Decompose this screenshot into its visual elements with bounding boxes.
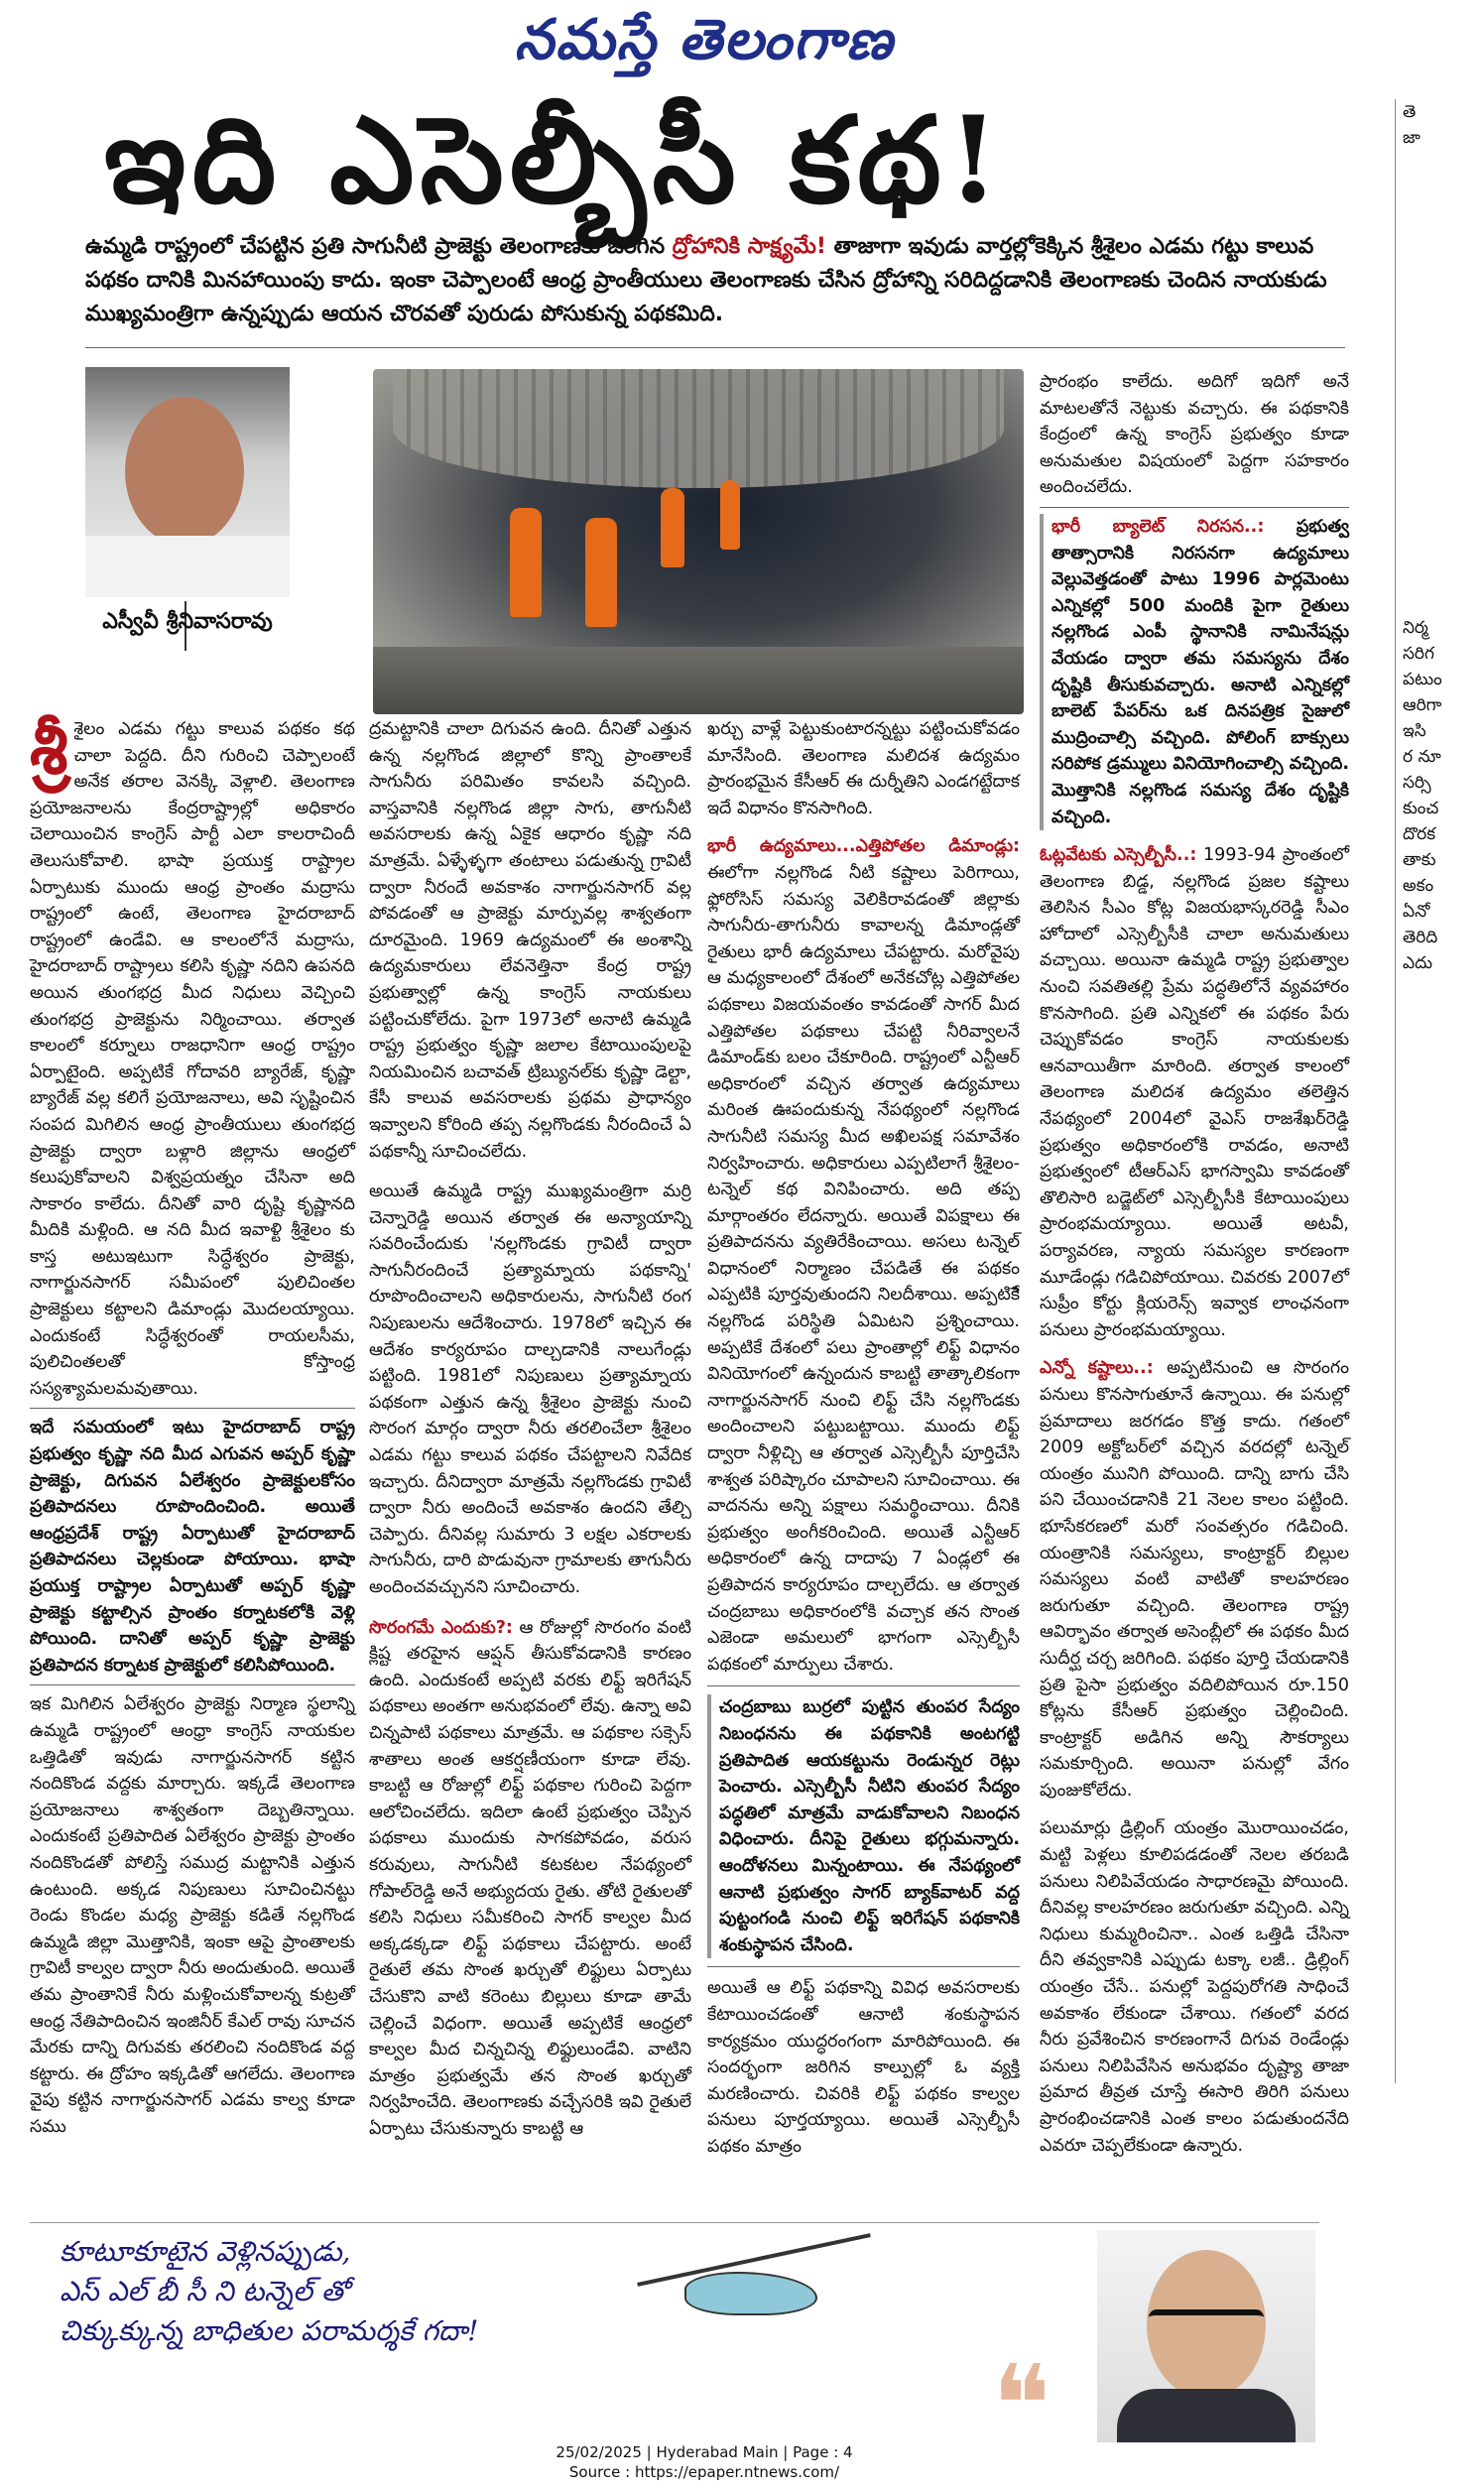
sidebar-line: ఏనో: [1403, 902, 1430, 922]
author-face: [125, 397, 244, 546]
sidebar-line: ఆరిగా: [1403, 695, 1442, 715]
sidebar-line: [1403, 409, 1484, 435]
portrait-suit: [1117, 2389, 1296, 2442]
paragraph-text: అప్పటినుంచి ఆ సొరంగం పనులు కొనసాగుతూనే ఉన్నాయి. ఈ పనుల్లో ప్రమాదాలు జరగడం కొత్త కాదు. గతంలో 2009 అక్టోబర్‌లో వచ్చిన వరదల్లో టన్నెల్ యంత్రం మునిగి పోయింది. దాన్ని బాగు చేసి పని చేయించడానికి 21 నెలల కాలం పట్టింది. భూసేకరణలో మరో సంవత్సరం గడిచింది. యంత్రానికి సమస్యలు, కాంట్రాక్టర్ బిల్లుల సమస్యలు వంటి వాటితో కాలహరణం జరుగుతూ వచ్చింది. తెలంగాణ రాష్ట్ర ఆవిర్భావం తర్వాత అసెంబ్లీలో ఈ పథకం మీద సుదీర్ఘ చర్చ జరిగింది. పథకం పూర్తి చేయడానికి ప్రతి పైసా ప్రభుత్వం వదిలిపోయిన రూ.150 కోట్లను కేసీఆర్ ప్రభుత్వం చెల్లించింది. కాంట్రాక్టర్ అడిగిన అన్ని సౌకర్యాలు సమకూర్చింది. అయినా పనుల్లో వేగం పుంజుకోలేదు.: [1040, 1358, 1349, 1801]
rescue-worker: [720, 480, 740, 550]
paragraph: ఇక మిగిలిన ఏలేశ్వరం ప్రాజెక్టు నిర్మాణ స్థలాన్ని ఉమ్మడి రాష్ట్రంలో ఆంధ్రా కాంగ్రెస్ నాయకుల ఒత్తిడితో ఇవుడు నాగార్జునసాగర్ కట్టిన నందికొండ వద్దకు మార్చారు. ఇక్కడే తెలంగాణ ప్రయోజనాలు శాశ్వతంగా దెబ్బతిన్నాయి. ఎందుకంటే ప్రతిపాదిత ఏలేశ్వరం ప్రాజెక్టు ప్రాంతం నందికొండతో పోలిస్తే సముద్ర మట్టానికి ఎత్తున ఉంటుంది. అక్కడ నిపుణులు సూచించినట్టు రెండు కొండల మధ్య ప్రాజెక్టు కడితే నల్లగొండ ఉమ్మడి జిల్లా మొత్తానికి, ఇంకా ఆపై ప్రాంతాలకు గ్రావిటీ కాల్వల ద్వారా నీరు అందుతుంది. అయితే తమ ప్రాంతానికే నీరు మళ్లించుకోవాలన్న కుట్రతో ఆంధ్ర నేతిపాదించిన ఇంజినీర్ కేఎల్ రావు సూచన మేరకు దాన్ని దిగువకు తరలించి నందికొండ వద్ద కట్టారు. ఈ ద్రోహం ఇక్కడితో ఆగలేదు. తెలంగాణ వైపు కట్టిన నాగార్జునసాగర్ ఎడమ కాల్వ కూడా సము: [30, 1694, 355, 2137]
column-divider: [1395, 99, 1396, 2083]
paragraph: [369, 1615, 691, 2143]
subheading: భారీ ఉద్యమాలు...ఎత్తిపోతల డిమాండ్లు:: [707, 836, 1020, 857]
sidebar-line: కుంచ: [1403, 799, 1439, 818]
paragraph-text: శైలం ఎడమ గట్టు కాలువ పథకం కథ చాలా పెద్దది. దీని గురించి చెప్పాలంటే అనేక తరాల వెనక్కి వెళ్లాలి. తెలంగాణ ప్రయోజనాలను కేంద్రరాష్ట్రాల్లో అధికారం చెలాయించిన కాంగ్రెస్ పార్టీ ఎలా కాలరాచిందీ తెలుసుకోవాలి. భాషా ప్రయుక్త రాష్ట్రాల ఏర్పాటుకు ముందు ఆంధ్ర ప్రాంతం మద్రాసు రాష్ట్రంలో ఉంటే, తెలంగాణ హైదరాబాద్ రాష్ట్రంలో ఉండేవి. ఆ కాలంలోనే మద్రాసు, హైదరాబాద్ రాష్ట్రాలు కలిసి కృష్ణా నదిని ఉపనది అయిన తుంగభద్ర మీద నిధులు వెచ్చించి తుంగభద్ర ప్రాజెక్టును నిర్మించాయి. తర్వాత కాలంలో కర్నూలు రాజధానిగా ఆంధ్ర రాష్ట్రం ఏర్పాటైంది. అప్పటికే గోదావరి బ్యారేజ్, కృష్ణా బ్యారేజ్ వల్ల కలిగే ప్రయోజనాలు, అవి సృష్టించిన సంపద మిగిలిన ఆంధ్ర ప్రాంతీయులు తుంగభద్ర ప్రాజెక్టు ద్వారా బళ్లారి జిల్లాను ఆంధ్రలో కలుపుకోవాలని విశ్వప్రయత్నం చేసినా అది సాకారం కాలేదు. దీనితో వారి దృష్టి కృష్ణానది మీదికి మళ్లింది. ఆ నది మీద ఇవాళ్టి శ్రీశైలం కు కాస్త అటుఇటుగా సిద్ధేశ్వరం ప్రాజెక్టు, నాగార్జునసాగర్ సమీపంలో పులిచింతల ప్రాజెక్టులు కట్టాలని డిమాండ్లు మొదలయ్యాయి. ఎందుకంటే సిద్ధేశ్వరంతో రాయలసీమ, పులిచింతలతో కోస్తాంధ్ర సస్యశ్యామలమవుతాయి.: [30, 719, 355, 1399]
sidebar-line: సర్సి: [1403, 773, 1431, 793]
sidebar-line: [1403, 538, 1484, 563]
cartoon-line: చిక్కుక్కున్న బాధితుల పరామర్శకే గదా!: [60, 2314, 479, 2347]
rescue-worker: [510, 508, 542, 617]
paragraph: [1040, 514, 1349, 830]
rule: [707, 1685, 1020, 1686]
paragraph: పలుమార్లు డ్రిల్లింగ్ యంత్రం మొరాయించడం, మట్టి పెళ్లలు కూలిపడడంతో నెలల తరబడి పనులు నిలిపివేయడం సాధారణమై పోయింది. దీనివల్ల కాలహరణం జరుగుతూ వచ్చింది. ఎన్ని నిధులు కుమ్మరించినా.. ఎంత ఒత్తిడి చేసినా దీని తవ్వకానికి ఎప్పుడు టక్కా లజీ.. డ్రిల్లింగ్ యంత్రం చేసే.. పనుల్లో పెద్దపురోగతి సాధించే అవకాశం లేకుండా చేశాయి. గతంలో వరద నీరు ప్రవేశించిన కారణంగానే దిగువ రెండేండ్లు పనులు నిలిపివేసిన అనుభవం దృష్ట్యా తాజా ప్రమాద తీవ్రత చూస్తే ఈసారి తిరిగి పనులు ప్రారంభించడానికి ఎంత కాలం పడుతుందనేది ఎవరూ చెప్పలేకుండా ఉన్నారు.: [1040, 1818, 1349, 2156]
glasses-icon: [1149, 2309, 1264, 2341]
paragraph-text: ప్రభుత్వ తాత్సారానికి నిరసనగా ఉద్యమాలు వెల్లువెత్తడంతో పాటు 1996 పార్లమెంటు ఎన్నికల్లో 500 మందికి పైగా రైతులు నల్లగొండ ఎంపీ స్థానానికి నామినేషన్లు వేయడం ద్వారా తమ సమస్యను దేశం దృష్టికి తీసుకువచ్చారు. అనాటి ఎన్నికల్లో బాలెట్ పేపర్‌ను ఒక దినపత్రిక సైజులో ముద్రించాల్సి వచ్చింది. పోలింగ్ బాక్సులు సరిపోక డ్రమ్ములు వినియోగించాల్సి వచ్చింది. మొత్తానికి నల్లగొండ సమస్య దేశం దృష్టికి వచ్చింది.: [1051, 516, 1349, 827]
cartoon-line: ఎస్ ఎల్ బీ సీ ని టన్నెల్ తో: [60, 2275, 349, 2307]
paragraph: [1040, 842, 1349, 1343]
subheading: సొరంగమే ఎందుకు?:: [369, 1617, 513, 1638]
rule: [30, 1408, 355, 1409]
paragraph-text: 1993-94 ప్రాంతంలో తెలంగాణ బిడ్డ, నల్లగొండ ప్రజల కష్టాలు తెలిసిన సీఎం కోట్ల విజయభాస్కరరెడ్డి సీఎం హోదాలో ఎస్సెల్బీసీకి చాలా అనుమతులు వచ్చాయి. అయినా ఉమ్మడి రాష్ట్ర ప్రభుత్వాల నుంచి సవతితల్లి ప్రేమ పద్ధతిలోనే వ్యవహారం కొనసాగింది. ప్రతి ఎన్నికలో ఈ పథకం పేరు చెప్పుకోవడం కాంగ్రెస్ నాయకులకు ఆనవాయితీగా మారింది. తర్వాత కాలంలో తెలంగాణ మలిదశ ఉద్యమం తలెత్తిన నేపథ్యంలో 2004లో వైఎస్ రాజశేఖర్‌రెడ్డి ప్రభుత్వం అధికారంలోకి రావడం, అనాటి ప్రభుత్వంలో టీఆర్ఎస్ భాగస్వామి కావడంతో తొలిసారి బడ్జెట్‌లో ఎస్సెల్బీసీకి కేటాయింపులు ప్రారంభమయ్యాయి. అయితే అటవీ, పర్యావరణ, న్యాయ సమస్యల కారణంగా మూడేండ్లు గడిచిపోయాయి. చివరకు 2007లో సుప్రీం కోర్టు క్లియరెన్స్ ఇవ్వాక లాంఛనంగా పనులు ప్రారంభమయ్యాయి.: [1040, 845, 1349, 1340]
sidebar-line: నిర్మ: [1403, 618, 1428, 638]
paragraph: ద్రమట్టానికి చాలా దిగువన ఉంది. దీనితో ఎత్తున ఉన్న నల్లగొండ జిల్లాలో కొన్ని ప్రాంతాలకే సాగునీరు పరిమితం కావలసి వచ్చింది. వాస్తవానికి నల్లగొండ జిల్లా సాగు, తాగునీటి అవసరాలకు ఉన్న ఏకైక ఆధారం కృష్ణా నది మాత్రమే. ఏళ్ళేళ్ళగా తంటాలు పడుతున్న గ్రావిటీ ద్వారా నీరందే అవకాశం నాగార్జునసాగర్ వల్ల పోవడంతో ఆ ప్రాజెక్టు మార్పువల్ల శాశ్వతంగా దూరమైంది. 1969 ఉద్యమంలో ఈ అంశాన్ని ఉద్యమకారులు లేవనెత్తినా కేంద్ర రాష్ట్ర ప్రభుత్వాల్లో ఉన్న కాంగ్రెస్ నాయకులు పట్టించుకోలేదు. పైగా 1973లో అనాటి ఉమ్మడి రాష్ట్ర ప్రభుత్వం కృష్ణా జలాల కేటాయింపులపై నియమించిన బచావత్ ట్రిబ్యునల్‌కు కృష్ణా డెల్టా, కేసీ కాలువ అవసరాలకు ప్రథమ ప్రాధాన్యం ఇవ్వాలని కోరింది తప్ప నల్లగొండకు నీరందించే ఏ పథకాన్నీ సూచించలేదు.: [369, 719, 691, 1162]
rule: [1040, 507, 1349, 508]
column-1: [30, 707, 355, 2144]
paragraph: ఇదే సమయంలో ఇటు హైదరాబాద్ రాష్ట్ర ప్రభుత్వం కృష్ణా నది మీద ఎగువన అప్పర్ కృష్ణా ప్రాజెక్టు, దిగువన ఏలేశ్వరం ప్రాజెక్టులకోసం ప్రతిపాదనలు రూపొందించింది. అయితే ఆంధ్రప్రదేశ్ రాష్ట్ర ఏర్పాటుతో హైదరాబాద్ ప్రతిపాదనలు చెల్లకుండా పోయాయి. భాషా ప్రయుక్త రాష్ట్రాల ఏర్పాటుతో అప్పర్ కృష్ణా ప్రాజెక్టు కట్టాల్సిన ప్రాంతం కర్నాటకలోకి వెళ్లి పోయింది. దానితో అప్పర్ కృష్ణా ప్రాజెక్టు ప్రతిపాదన కర్నాటక ప్రాజెక్టులో కలిసిపోయింది.: [30, 1418, 355, 1676]
rule: [707, 1966, 1020, 1967]
masthead: నమస్తే తెలంగాణ: [514, 8, 895, 72]
sidebar-line: తె: [1403, 102, 1417, 122]
sidebar-line: ఇసి: [1403, 721, 1426, 741]
sidebar-line: ర నూ: [1403, 747, 1441, 767]
sidebar-line: [1403, 228, 1484, 254]
sidebar-line: [1403, 177, 1484, 202]
column-3: [707, 716, 1020, 2164]
cartoon-caption: [60, 2232, 675, 2351]
author-byline: ఎస్వీవీ శ్రీనివాసరావు: [102, 609, 273, 634]
paragraph: [30, 707, 355, 1402]
sidebar-line: దొరక: [1403, 824, 1436, 844]
dropcap: శ్రీ: [30, 707, 68, 790]
sidebar-line: [1403, 306, 1484, 331]
sidebar-line: [1403, 435, 1484, 460]
paragraph: అయితే ఆ లిఫ్ట్ పథకాన్ని వివిధ అవసరాలకు కేటాయించడంతో ఆనాటి శంకుస్థాపన కార్యక్రమం యుద్ధరంగంగా మారిపోయింది. ఈ సందర్భంగా జరిగిన కాల్పుల్లో ఓ వ్యక్తి మరణించారు. చివరికి లిఫ్ట్ పథకం కాల్వల పనులు పూర్తయ్యాయి. అయితే ఎస్సెల్బీసీ పథకం మాత్రం: [707, 1978, 1020, 2157]
sidebar-line: [1403, 563, 1484, 589]
deck-part2: తాజాగా ఇవుడు వార్తల్లోకెక్కిన శ్రీశైలం ఎడమ గట్టు కాలువ పథకం దానికి మినహాయింపు కాదు. ఇంకా చెప్పాలంటే ఆంధ్ర ప్రాంతీయులు తెలంగాణకు చేసిన ద్రోహాన్ని సరిదిద్దడానికి తెలంగాణకు చెందిన నాయకుడు ముఖ్యమంత్రిగా ఉన్నప్పుడు ఆయన చొరవతో పురుడు పోసుకున్న పథకమిది.: [85, 234, 1327, 326]
quote-icon: ❝: [992, 2341, 1051, 2468]
sidebar-line: [1403, 512, 1484, 538]
footer-source: Source : https://epaper.ntnews.com/: [568, 2463, 840, 2481]
paragraph: చంద్రబాబు బుర్రలో పుట్టిన తుంపర సేద్యం నిబంధనను ఈ పథకానికి అంటగట్టి ప్రతిపాదిత ఆయకట్టును రెండున్నర రెట్లు పెంచారు. ఎస్సెల్బీసీ నీటిని తుంపర సేద్యం పద్ధతిలో మాత్రమే వాడుకోవాలని నిబంధన విధించారు. దీనిపై రైతులు భగ్గుమన్నారు. ఆందోళనలు మిన్నంటాయి. ఈ నేపథ్యంలో ఆనాటి ప్రభుత్వం సాగర్ బ్యాక్‌వాటర్ వద్ద పుట్టంగండి నుంచి లిఫ్ట్ ఇరిగేషన్ పథకానికి శంకుస్థాపన చేసింది.: [707, 1694, 1020, 1958]
rescue-worker: [585, 518, 617, 627]
subheading: భారీ బ్యాలెట్ నిరసన..:: [1051, 516, 1265, 537]
sidebar-line: [1403, 331, 1484, 357]
paragraph: ఖర్చు వాళ్లే పెట్టుకుంటారన్నట్టు పట్టించుకోవడం మానేసింది. తెలంగాణ మలిదశ ఉద్యమం ప్రారంభమైన కేసీఆర్ ఈ దుర్నీతిని ఎండగట్టేదాక ఇదే విధానం కొనసాగింది.: [707, 719, 1020, 818]
sidebar-line: తాకు: [1403, 850, 1436, 870]
sidebar-line: తెరిది: [1403, 928, 1438, 947]
deck-part1: ఉమ్మడి రాష్ట్రంలో చేపట్టిన ప్రతి సాగునీటి ప్రాజెక్టు తెలంగాణకు జరిగిన: [85, 234, 673, 259]
sidebar-line: [1403, 254, 1484, 280]
deck: [85, 230, 1345, 331]
sidebar-line: [1403, 486, 1484, 512]
sidebar-line: అకం: [1403, 876, 1434, 896]
subheading: ఓట్లవేటకు ఎస్సెల్బీసీ..:: [1040, 845, 1197, 866]
footer-edition: 25/02/2025 | Hyderabad Main | Page : 4: [556, 2443, 853, 2461]
sidebar-line: సరిగ: [1403, 644, 1434, 664]
sidebar-line: ఎదు: [1403, 953, 1432, 973]
paragraph: ప్రారంభం కాలేదు. అదిగో ఇదిగో అనే మాటలతోనే నెట్టుకు వచ్చారు. ఈ పథకానికి కేంద్రంలో ఉన్న కాంగ్రెస్ ప్రభుత్వం కూడా అనుమతుల విషయంలో పెద్దగా సహకారం అందించలేదు.: [1040, 372, 1349, 498]
footer: [0, 2442, 1409, 2482]
deck-rule: [85, 347, 1345, 348]
cartoonist-portrait: [1097, 2230, 1315, 2442]
column-4: [1040, 369, 1349, 2163]
tunnel-lining: [393, 369, 1004, 488]
subheading: ఎన్నో కష్టాలు..:: [1040, 1358, 1154, 1379]
author-photo: [85, 367, 290, 597]
paragraph: అయితే ఉమ్మడి రాష్ట్ర ముఖ్యమంత్రిగా మర్రి చెన్నారెడ్డి అయిన తర్వాత ఈ అన్యాయాన్ని సవరించేందుకు 'నల్లగొండకు గ్రావిటీ ద్వారా సాగునీరందించే ప్రత్యామ్నాయ పథకాన్ని' రూపొందించాలని అధికారులను, సాగునీటి రంగ నిపుణులను ఆదేశించారు. 1978లో ఇచ్చిన ఈ ఆదేశం కార్యరూపం దాల్చడానికి నాలుగేండ్లు పట్టింది. 1981లో నిపుణులు ప్రత్యామ్నాయ పథకంగా ఎత్తున ఉన్న శ్రీశైలం ప్రాజెక్టు నుంచి సొరంగ మార్గం ద్వారా నీరు తరలించేలా శ్రీశైలం ఎడమ గట్టు కాలువ పథకం చేపట్టాలని నివేదిక ఇచ్చారు. దీనిద్వారా మాత్రమే నల్లగొండకు గ్రావిటీ ద్వారా నీరు అందించే అవకాశం ఉందని తేల్చి చెప్పారు. దీనివల్ల సుమారు 3 లక్షల ఎకరాలకు సాగునీరు, దారి పొడువునా గ్రామాలకు తాగునీరు అందించవచ్చునని సూచించారు.: [369, 1182, 691, 1597]
sidebar-line: పటుం: [1403, 670, 1442, 689]
paragraph: [1040, 1355, 1349, 1804]
author-shirt: [85, 536, 290, 597]
sidebar-line: [1403, 460, 1484, 486]
rescue-worker: [661, 488, 684, 567]
sidebar-line: [1403, 589, 1484, 615]
headline: ఇది ఎసెల్బీసీ కథ!: [104, 90, 1006, 230]
cartoon-line: కూటూకూటైన వెళ్లినప్పుడు,: [60, 2235, 351, 2268]
sidebar-line: [1403, 202, 1484, 228]
sidebar-lines: [1403, 0, 1484, 976]
adjacent-article-fragment: [1403, 0, 1484, 2491]
paragraph-text: ఆ రోజుల్లో సొరంగం వంటి క్లిష్ట తరహైన ఆప్షన్ తీసుకోవడానికి కారణం ఉంది. ఎందుకంటే అప్పటి వరకు లిఫ్ట్ ఇరిగేషన్ పథకాలు అంతగా అనుభవంలో లేవు. ఉన్నా అవి చిన్నపాటి పథకాలు మాత్రమే. ఆ పథకాల సక్సెస్ శాతాలు అంత ఆకర్షణీయంగా కూడా లేవు. కాబట్టి ఆ రోజుల్లో లిఫ్ట్ పథకాల గురించి పెద్దగా ఆలోచించలేదు. ఇదిలా ఉంటే ప్రభుత్వం చెప్పిన పథకాలు ముందుకు సాగకపోవడం, వరుస కరువులు, సాగునీటి కటకటల నేపథ్యంలో గోపాల్‌రెడ్డి అనే అభ్యుదయ రైతు. తోటి రైతులతో కలిసి నిధులు సమీకరించి సాగర్ కాల్వల మీద అక్కడక్కడా లిఫ్ట్ పథకాలు చేపట్టారు. అంటే రైతులే తమ సొంత ఖర్చుతో లిఫ్టులు ఏర్పాటు చేసుకొని వాటి కరెంటు బిల్లులు కూడా తామే చెల్లించే విధంగా. అయితే అప్పటికే ఆంధ్రలో కాల్వల మీద చిన్నచిన్న లిఫ్టులుండేవి. వాటిని మాత్రం ప్రభుత్వమే తన సొంత ఖర్చుతో నిర్వహించేది. తెలంగాణకు వచ్చేసరికి ఇవి రైతులే ఏర్పాటు చేసుకున్నారు కాబట్టి ఆ: [369, 1617, 691, 2139]
sidebar-line: [1403, 383, 1484, 409]
rule: [30, 1684, 355, 1685]
sidebar-line: [1403, 151, 1484, 177]
sidebar-line: [1403, 280, 1484, 306]
tunnel-photo: [373, 369, 1024, 714]
column-2: [369, 716, 691, 2146]
sidebar-line: జా: [1403, 128, 1421, 148]
deck-highlight: ద్రోహానికి సాక్ష్యమే!: [672, 234, 826, 259]
paragraph-text: ఈలోగా నల్లగొండ నీటి కష్టాలు పెరిగాయి, ఫ్లోరోసిస్ సమస్య వెలికిరావడంతో జిల్లాకు సాగునీరు-తాగునీరు కావాలన్న డిమాండ్లతో రైతులు భారీ ఉద్యమాలు చేపట్టారు. మరోవైపు ఆ మధ్యకాలంలో దేశంలో అనేకచోట్ల ఎత్తిపోతల పథకాలు విజయవంతం కావడంతో సాగర్ మీద ఎత్తిపోతల పథకాలు చేపట్టి నీరివ్వాలనే డిమాండ్‌కు బలం చేకూరింది. రాష్ట్రంలో ఎన్టీఆర్ అధికారంలో వచ్చిన తర్వాత ఉద్యమాలు మరింత ఊపందుకున్న నేపథ్యంలో నల్లగొండ సాగునీటి సమస్య మీద అఖిలపక్ష సమావేశం నిర్వహించారు. అధికారులు ఎప్పటిలాగే శ్రీశైలం- టన్నెల్ కథ వినిపించారు. అది తప్ప మార్గాంతరం లేదన్నారు. అయితే విపక్షాలు ఈ ప్రతిపాదనను వ్యతిరేకించాయి. అసలు టన్నెల్ విధానంలో నిర్మాణం చేపడితే ఈ పథకం ఎప్పటికి పూర్తవుతుందని నిలదీశాయి. అప్పటికిే నల్లగొండ పరిస్థితి ఏమిటని ప్రశ్నించాయి. అప్పటికే దేశంలో పలు ప్రాంతాల్లో లిఫ్ట్ విధానం వినియోగంలో ఉన్నందున కాబట్టి తాత్కాలికంగా నాగార్జునసాగర్ నుంచి లిఫ్ట్ చేసి నల్లగొండకు అందించాలని పట్టుబట్టాయి. ముందు లిఫ్ట్ ద్వారా నీళ్లిచ్చి ఆ తర్వాత ఎస్సెల్బీసీ పూర్తిచేసి శాశ్వత పరిష్కారం చూపాలని సూచించాయి. ఈ వాదనను అన్ని పక్షాలు సమర్థించాయి. దీనికి ప్రభుత్వం అంగీకరించింది. అయితే ఎన్టీఆర్ అధికారంలో ఉన్న దాదాపు 7 ఏండ్లలో ఈ ప్రతిపాదన కార్యరూపం దాల్చలేదు. ఆ తర్వాత చంద్రబాబు అధికారంలోకి వచ్చాక తన సొంత ఎజెండా అమలులో భాగంగా ఎస్సెల్బీసీ పథకంలో మార్పులు చేశారు.: [707, 862, 1020, 1675]
sidebar-line: [1403, 357, 1484, 383]
paragraph: [707, 833, 1020, 1678]
tunnel-water: [373, 647, 1024, 714]
